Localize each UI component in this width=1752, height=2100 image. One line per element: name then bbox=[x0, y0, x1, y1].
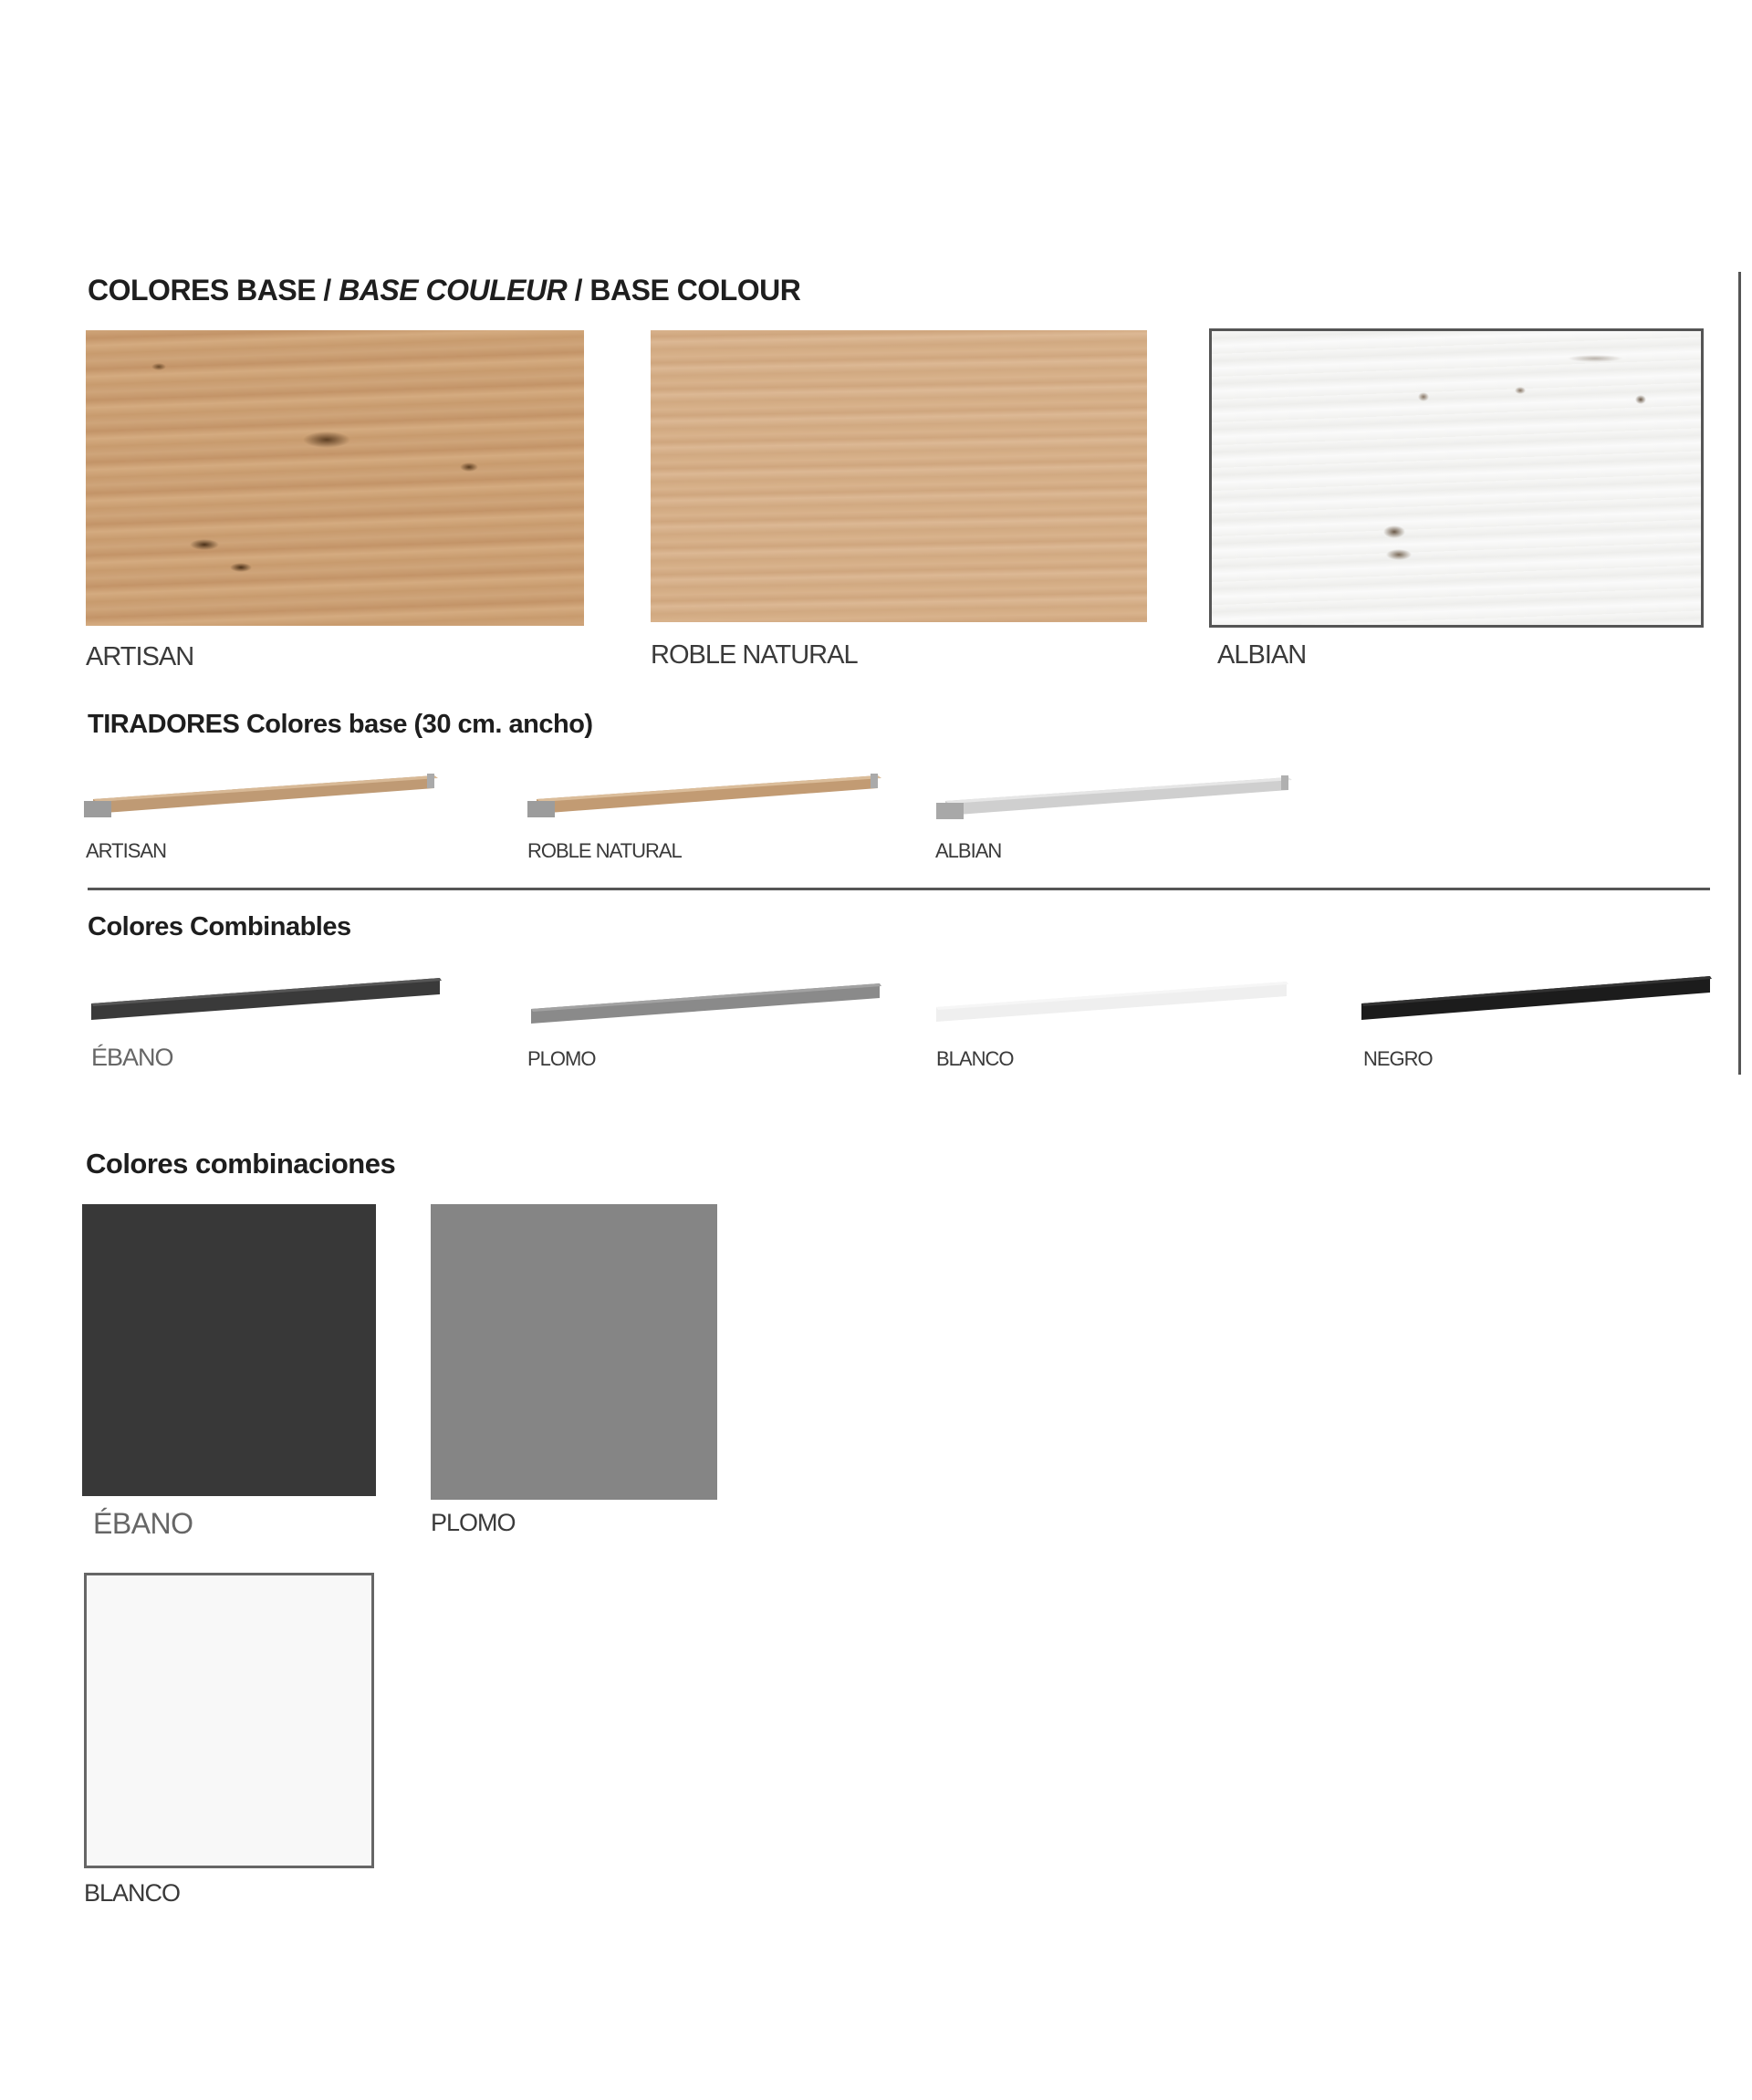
combinable-label-ebano: ÉBANO bbox=[91, 1044, 173, 1071]
combinable-blanco bbox=[933, 972, 1298, 1027]
combinable-plomo bbox=[527, 974, 892, 1029]
handle-roble-natural bbox=[524, 763, 889, 826]
base-colors-heading-es: COLORES BASE / bbox=[88, 274, 339, 307]
combination-label-plomo: PLOMO bbox=[431, 1509, 516, 1536]
swatch-label-roble-natural: ROBLE NATURAL bbox=[651, 640, 858, 670]
swatch-roble-natural bbox=[651, 330, 1147, 622]
swatch-label-artisan: ARTISAN bbox=[86, 642, 194, 671]
swatch-albian bbox=[1209, 328, 1704, 628]
base-colors-heading-fr: BASE COULEUR bbox=[339, 274, 568, 307]
handle-label-roble-natural: ROBLE NATURAL bbox=[527, 839, 682, 862]
handle-albian bbox=[933, 764, 1298, 828]
handles-base-heading: TIRADORES Colores base (30 cm. ancho) bbox=[88, 710, 593, 739]
handle-label-artisan: ARTISAN bbox=[86, 839, 166, 862]
handle-artisan bbox=[82, 763, 447, 826]
base-colors-heading-en: / BASE COLOUR bbox=[567, 274, 801, 307]
combinable-label-plomo: PLOMO bbox=[527, 1047, 596, 1070]
combination-swatch-blanco bbox=[84, 1573, 374, 1868]
combinable-ebano bbox=[88, 969, 453, 1024]
combinable-label-blanco: BLANCO bbox=[936, 1047, 1014, 1070]
combinable-colors-heading: Colores Combinables bbox=[88, 912, 351, 941]
combination-label-ebano: ÉBANO bbox=[93, 1507, 193, 1540]
combination-swatch-plomo bbox=[431, 1204, 717, 1500]
combinable-label-negro: NEGRO bbox=[1363, 1047, 1433, 1070]
swatch-artisan bbox=[86, 330, 584, 626]
section-divider bbox=[88, 888, 1710, 890]
combination-colors-heading: Colores combinaciones bbox=[86, 1148, 396, 1180]
combinable-negro bbox=[1358, 969, 1723, 1024]
handle-label-albian: ALBIAN bbox=[935, 839, 1002, 862]
combination-swatch-ebano bbox=[82, 1204, 376, 1496]
swatch-label-albian: ALBIAN bbox=[1217, 640, 1307, 670]
combination-label-blanco: BLANCO bbox=[84, 1879, 181, 1907]
base-colors-heading bbox=[88, 274, 800, 307]
right-border-line bbox=[1738, 272, 1741, 1075]
